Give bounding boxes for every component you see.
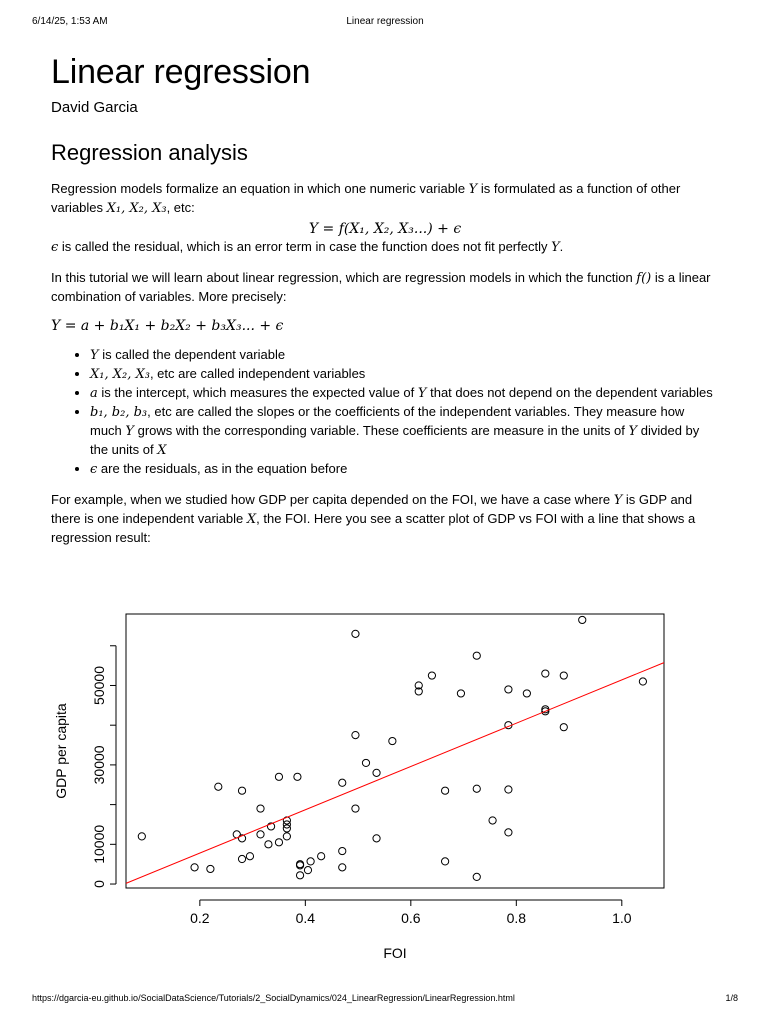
math-f: f() <box>636 271 652 286</box>
data-point <box>215 783 222 790</box>
list-item <box>90 403 719 460</box>
residual-paragraph <box>51 238 719 257</box>
data-point <box>362 759 369 766</box>
tutorial-text-1: In this tutorial we will learn about linear regression, which are regression models in which the function <box>51 270 637 285</box>
example-text-3: , the FOI. Here you see a scatter plot of GDP vs FOI with a line that shows a regression result: <box>51 511 696 545</box>
math-y: Y <box>468 182 478 197</box>
data-point <box>352 630 359 637</box>
data-point <box>505 829 512 836</box>
definition-list <box>51 346 719 479</box>
article <box>51 52 719 547</box>
x-tick-label: 0.8 <box>506 910 527 926</box>
math-y: Y <box>90 348 99 363</box>
data-point <box>283 833 290 840</box>
y-tick-label: 50000 <box>91 666 107 705</box>
list-item <box>90 460 719 479</box>
data-point <box>207 865 214 872</box>
math-a: a <box>90 386 98 401</box>
data-point <box>339 847 346 854</box>
y-tick-label: 0 <box>91 880 107 888</box>
print-title: Linear regression <box>346 16 424 27</box>
math-x-list: X₁, X₂, X₃ <box>106 201 167 216</box>
math-epsilon: ϵ <box>51 240 59 255</box>
data-point <box>428 672 435 679</box>
data-point <box>373 835 380 842</box>
print-date: 6/14/25, 1:53 AM <box>32 16 108 27</box>
data-point <box>191 864 198 871</box>
plot-frame <box>126 614 664 888</box>
scatter-plot-svg <box>48 600 728 970</box>
tutorial-paragraph <box>51 269 719 306</box>
data-point <box>265 841 272 848</box>
data-point <box>473 785 480 792</box>
print-footer <box>32 993 738 1007</box>
intro-text-2: is formulated as a function of other variables <box>51 181 681 215</box>
math-x: X <box>246 512 257 527</box>
page-title: Linear regression <box>51 53 311 91</box>
data-point <box>542 670 549 677</box>
x-tick-label: 0.6 <box>401 910 421 926</box>
x-tick-label: 1.0 <box>612 910 632 926</box>
page-url: https://dgarcia-eu.github.io/SocialDataScience/Tutorials/2_SocialDynamics/024_LinearRegression/LinearRegression.html <box>32 993 515 1003</box>
data-point <box>579 616 586 623</box>
math-x-list: X₁, X₂, X₃ <box>90 367 150 382</box>
math-y: Y <box>125 424 134 439</box>
bullet-text: is called the dependent variable <box>98 347 286 362</box>
bullet-text: that does not depend on the dependent variables <box>426 385 713 400</box>
bullet-text: , etc are called independent variables <box>149 366 366 381</box>
data-point <box>257 805 264 812</box>
example-text-2: is GDP and there is one independent variable <box>51 492 693 526</box>
list-item <box>90 384 719 403</box>
x-tick-label: 0.2 <box>190 910 210 926</box>
data-point <box>352 732 359 739</box>
bullet-text: , etc are called the slopes or the coefficients of the independent variables. They measure how much <box>90 404 685 438</box>
intro-paragraph <box>51 180 719 218</box>
scatter-plot <box>48 600 728 970</box>
list-item <box>90 365 719 384</box>
data-point <box>560 724 567 731</box>
math-epsilon: ϵ <box>90 462 98 477</box>
y-tick-label: 30000 <box>91 745 107 785</box>
data-point <box>473 652 480 659</box>
data-point <box>275 773 282 780</box>
math-y: Y <box>628 424 638 439</box>
data-point <box>339 864 346 871</box>
data-point <box>523 690 530 697</box>
data-point <box>473 873 480 880</box>
intro-text-1: Regression models formalize an equation in which one numeric variable <box>51 181 469 196</box>
data-point <box>442 787 449 794</box>
equation-linear: Y = a + b₁X₁ + b₂X₂ + b₃X₃... + ϵ <box>51 318 284 334</box>
data-point <box>489 817 496 824</box>
regression-line <box>126 663 664 884</box>
math-y: Y <box>417 386 427 401</box>
data-point <box>138 833 145 840</box>
math-y: Y <box>551 240 560 255</box>
data-point <box>275 839 282 846</box>
author: David Garcia <box>51 99 138 116</box>
data-point <box>457 690 464 697</box>
math-x: X <box>157 443 167 458</box>
list-item <box>90 346 719 365</box>
bullet-text: divided by the units of <box>90 423 700 457</box>
example-paragraph <box>51 491 719 547</box>
example-text-1: For example, when we studied how GDP per capita depended on the FOI, we have a case where <box>51 492 614 507</box>
data-point <box>238 787 245 794</box>
print-header <box>32 16 738 30</box>
residual-text-2: . <box>559 239 564 254</box>
data-point <box>257 831 264 838</box>
y-tick-label: 10000 <box>91 824 107 864</box>
data-point <box>246 853 253 860</box>
data-point <box>442 858 449 865</box>
data-point <box>505 686 512 693</box>
tutorial-text-2: is a linear combination of variables. More precisely: <box>51 270 711 304</box>
data-point <box>238 855 245 862</box>
data-point <box>505 786 512 793</box>
data-point <box>352 805 359 812</box>
data-point <box>294 773 301 780</box>
data-point <box>373 769 380 776</box>
page-number: 1/8 <box>725 993 738 1003</box>
math-y: Y <box>613 493 623 508</box>
x-axis-label: FOI <box>383 945 407 961</box>
bullet-text: is the intercept, which measures the expected value of <box>97 385 418 400</box>
bullet-text: are the residuals, as in the equation before <box>97 461 348 476</box>
section-title: Regression analysis <box>51 140 248 165</box>
data-point <box>339 779 346 786</box>
residual-text-1: is called the residual, which is an error term in case the function does not fit perfectly <box>58 239 552 254</box>
x-tick-label: 0.4 <box>295 910 316 926</box>
data-point <box>307 858 314 865</box>
data-point <box>389 737 396 744</box>
intro-text-3: , etc: <box>166 200 195 215</box>
equation-general: Y = f(X₁, X₂, X₃...) + ϵ <box>308 221 462 237</box>
data-point <box>560 672 567 679</box>
data-point <box>304 867 311 874</box>
math-b-list: b₁, b₂, b₃ <box>90 405 148 420</box>
data-point <box>639 678 646 685</box>
y-axis-label: GDP per capita <box>53 703 69 799</box>
data-point <box>318 853 325 860</box>
data-point <box>296 872 303 879</box>
bullet-text: grows with the corresponding variable. These coefficients are measure in the units of <box>134 423 629 438</box>
